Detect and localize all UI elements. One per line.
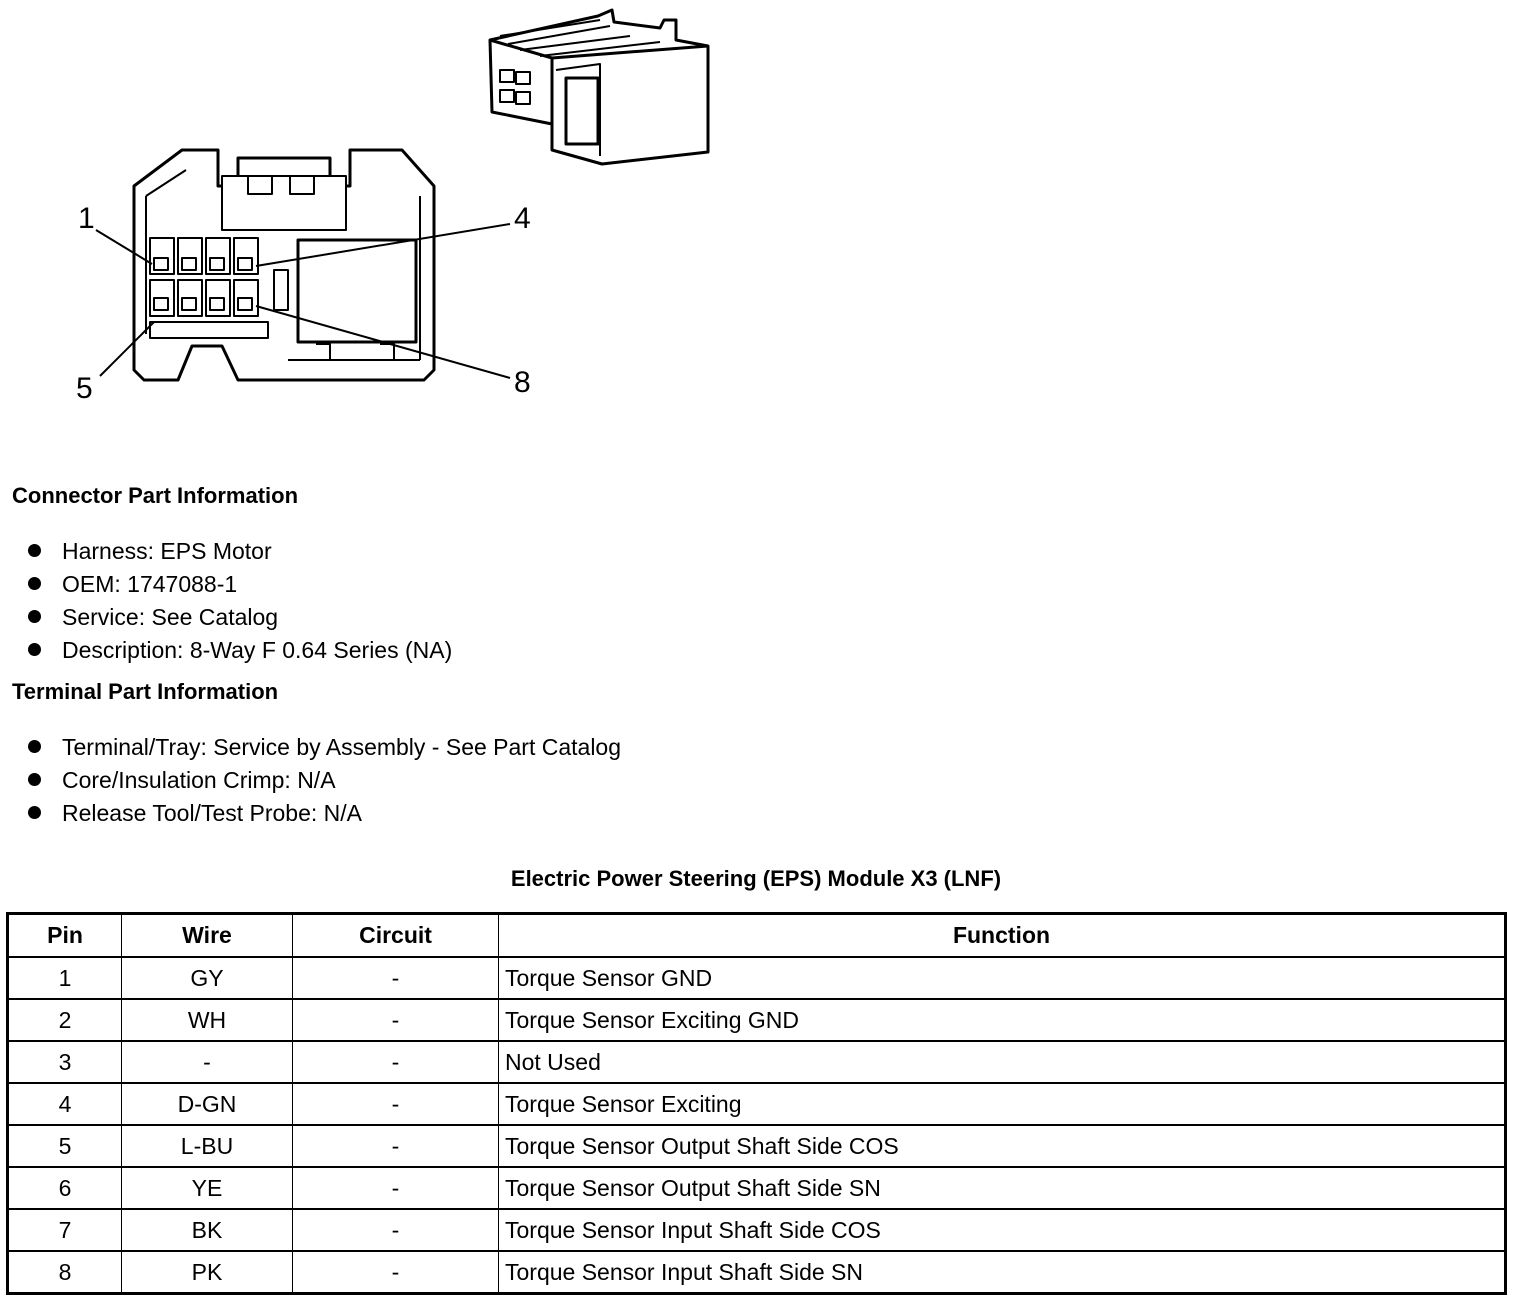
cell-function: Torque Sensor Exciting bbox=[499, 1083, 1506, 1125]
cell-function: Torque Sensor GND bbox=[499, 957, 1506, 999]
bullet-icon bbox=[28, 610, 41, 623]
bullet-icon bbox=[28, 643, 41, 656]
cell-pin: 8 bbox=[8, 1251, 122, 1294]
cell-function: Torque Sensor Exciting GND bbox=[499, 999, 1506, 1041]
table-row bbox=[8, 957, 1506, 999]
table-row bbox=[8, 1083, 1506, 1125]
list-item-text: OEM: 1747088-1 bbox=[62, 571, 238, 597]
list-item bbox=[28, 535, 452, 568]
list-item bbox=[28, 731, 621, 764]
cell-circuit: - bbox=[293, 1041, 499, 1083]
table-row bbox=[8, 999, 1506, 1041]
terminal-info-list bbox=[28, 731, 621, 830]
cell-pin: 4 bbox=[8, 1083, 122, 1125]
bullet-icon bbox=[28, 740, 41, 753]
cell-pin: 3 bbox=[8, 1041, 122, 1083]
connector-info-heading: Connector Part Information bbox=[12, 483, 299, 508]
connector-face-view bbox=[134, 150, 434, 380]
pin-label-5: 5 bbox=[76, 372, 93, 405]
table-row bbox=[8, 1251, 1506, 1294]
bullet-icon bbox=[28, 544, 41, 557]
list-item-text: Service: See Catalog bbox=[62, 604, 279, 630]
bullet-icon bbox=[28, 577, 41, 590]
cell-circuit: - bbox=[293, 1209, 499, 1251]
cell-circuit: - bbox=[293, 1083, 499, 1125]
table-title: Electric Power Steering (EPS) Module X3 (LNF) bbox=[510, 866, 1002, 891]
connector-info-list bbox=[28, 535, 452, 667]
header-circuit: Circuit bbox=[293, 914, 499, 958]
table-row bbox=[8, 1167, 1506, 1209]
list-item-text: Description: 8-Way F 0.64 Series (NA) bbox=[62, 637, 453, 663]
cell-function: Torque Sensor Output Shaft Side SN bbox=[499, 1167, 1506, 1209]
bullet-icon bbox=[28, 773, 41, 786]
pin-label-1: 1 bbox=[78, 202, 95, 235]
header-pin: Pin bbox=[8, 914, 122, 958]
list-item-text: Core/Insulation Crimp: N/A bbox=[62, 767, 336, 793]
bullet-icon bbox=[28, 806, 41, 819]
cell-pin: 1 bbox=[8, 957, 122, 999]
cell-circuit: - bbox=[293, 1251, 499, 1294]
header-function: Function bbox=[499, 914, 1506, 958]
cell-circuit: - bbox=[293, 1125, 499, 1167]
cell-circuit: - bbox=[293, 957, 499, 999]
header-wire: Wire bbox=[122, 914, 293, 958]
list-item bbox=[28, 601, 452, 634]
cell-function: Torque Sensor Input Shaft Side SN bbox=[499, 1251, 1506, 1294]
list-item-text: Release Tool/Test Probe: N/A bbox=[62, 800, 363, 826]
cell-function: Torque Sensor Output Shaft Side COS bbox=[499, 1125, 1506, 1167]
cell-wire: BK bbox=[122, 1209, 293, 1251]
list-item bbox=[28, 568, 452, 601]
cell-pin: 7 bbox=[8, 1209, 122, 1251]
cell-wire: YE bbox=[122, 1167, 293, 1209]
cell-wire: - bbox=[122, 1041, 293, 1083]
cell-circuit: - bbox=[293, 999, 499, 1041]
table-row bbox=[8, 1041, 1506, 1083]
cell-pin: 2 bbox=[8, 999, 122, 1041]
cell-wire: PK bbox=[122, 1251, 293, 1294]
list-item-text: Terminal/Tray: Service by Assembly - See Part Catalog bbox=[62, 734, 622, 760]
cell-wire: D-GN bbox=[122, 1083, 293, 1125]
terminal-info-heading: Terminal Part Information bbox=[12, 679, 279, 704]
list-item bbox=[28, 797, 621, 830]
list-item bbox=[28, 764, 621, 797]
cell-pin: 5 bbox=[8, 1125, 122, 1167]
cell-pin: 6 bbox=[8, 1167, 122, 1209]
table-row bbox=[8, 1125, 1506, 1167]
pin-label-4: 4 bbox=[514, 202, 531, 235]
cell-wire: WH bbox=[122, 999, 293, 1041]
connector-diagram bbox=[0, 0, 760, 420]
pin-label-8: 8 bbox=[514, 366, 531, 399]
pinout-table bbox=[6, 912, 1507, 1295]
table-row bbox=[8, 1209, 1506, 1251]
cell-function: Not Used bbox=[499, 1041, 1506, 1083]
list-item bbox=[28, 634, 452, 667]
connector-iso-view bbox=[490, 10, 708, 164]
cell-wire: GY bbox=[122, 957, 293, 999]
cell-function: Torque Sensor Input Shaft Side COS bbox=[499, 1209, 1506, 1251]
cell-wire: L-BU bbox=[122, 1125, 293, 1167]
table-header-row bbox=[8, 914, 1506, 958]
list-item-text: Harness: EPS Motor bbox=[62, 538, 272, 564]
cell-circuit: - bbox=[293, 1167, 499, 1209]
